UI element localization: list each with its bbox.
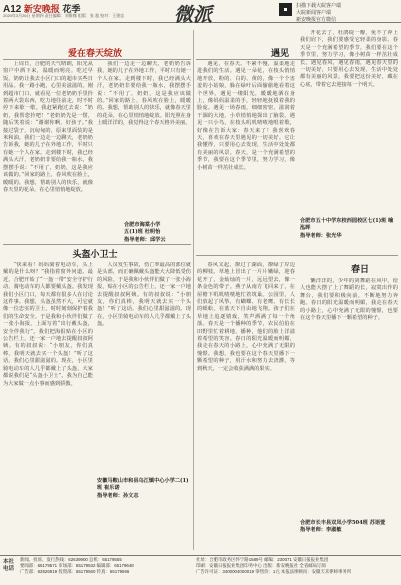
article-text: “快来看！妈妈骑着电动车，头上戴的是什么呀？”我指着窗外问道。最近，合肥开始了“一盔一带”安全守护行动，骑电动车的人都要戴头盔。我发现我们小区门口，每天都有很多人在讨论这件事。我想，头盔虽然不大，可它就像一位忠实的卫士，时时刻刻保护着我们的生命安全。于是我和小伙伴们做了一张小海报，上面写着“出行戴头盔，安全伴我行”。我们把海报贴在小区的公告栏上，还一家一户地去提醒叔叔阿姨。有的叔叔说：“小朋友，你们真棒，我明天就去买一个头盔！”听了这话，我们心里甜滋滋的。现在，小区里骑电动车的人几乎都戴上了头盔，大家都说我们是“头盔小卫士”。我为自己能为大家做一点小事而感到骄傲。: [3, 262, 93, 387]
article-text-continued: 人员发生事故，伤亡率最高的部位就是头部，而正确佩戴头盔能大大降低受伤的风险。于是我和小伙伴们做了一张小海报，贴在小区的公告栏上，还一家一户地去提醒叔叔阿姨。有的叔叔说：“小朋友，你们真棒，我明天就去买一个头盔！”听了这话，我们心里甜滋滋的。现在，小区里骑电动车的人几乎都戴上了头盔。: [97, 262, 191, 328]
date-line: 2020年3月26日 星期四 责任编辑：刘维娜 组版：张 超 校对：王建忠: [3, 13, 125, 18]
article-body: [3, 61, 93, 237]
article-body: [197, 61, 295, 251]
school-name: 合肥市海棠小学: [124, 222, 161, 228]
article-title: 爱在春天绽放: [67, 49, 122, 59]
contact-line: 广告部：62626919 投资部：65179560 传真：65179566: [20, 569, 130, 574]
qr-caption: [296, 2, 341, 23]
qr-code-icon[interactable]: [279, 3, 292, 16]
publisher-line: 社址：合肥市政务区怀宁路1589号 邮编：230071 安徽日报报业集团: [196, 557, 329, 562]
qr-hint: 扫描下载大皖客户端: [296, 3, 342, 9]
divider: [196, 255, 398, 256]
student-class: 五(1)班 杜明怡: [124, 229, 161, 236]
teacher-name: 指导老师：张光华: [300, 232, 342, 239]
article-text: 上周日，合肥的天气晴朗，阳光从窗户中洒下来，温暖而明亮。吃过早饭，奶奶让我去小区门口的超市买些日用品。我一路小跑，心里美滋滋的。刚到超市门口，就看见一位老奶奶手里拎着两大袋东西，吃力地往前走，时不时停下来歇一歇。我赶紧跑过去说：“奶奶，我帮您拎吧！”老奶奶先是一愣，随后笑着说：“谢谢你啊，好孩子。”我接过袋子，沉甸甸的，原来里面装的是米和油。我们一边走一边聊天，老奶奶告诉我，她的儿子在外地工作，平时只有她一个人在家。走到楼下时，我已经满头大汗，老奶奶非要给我一瓶水，我摆摆手说：“不用了，奶奶，这是我应该做的。”回家的路上，春风吹在脸上，暖暖的。我想，帮助别人的快乐，就像春天里的花朵，在心里悄悄地绽放。: [3, 61, 93, 193]
teacher-name: 指导老师：邱学云: [124, 236, 166, 243]
article-body: [197, 262, 295, 552]
section-name: 花季: [62, 4, 81, 14]
teacher-name: 合肥市长丰县双凤小学504班 苏语萱: [300, 520, 386, 526]
column-divider: [193, 30, 194, 550]
section-brand: 微派: [174, 4, 213, 26]
article-body-continued: [300, 278, 398, 518]
article-text: 春风又起，撩过了湖面，撩绿了岸边的柳枝。草地上冒出了一片片嫩绿，迎春花开了，金灿灿的一片，远远望去，像一条金色的带子。燕子从南方飞回来了，在屋檐下叽叽喳喳地忙着筑巢。公园里，人们放起了风筝，有蝴蝶、有老鹰、有长长的蜈蚣，在蓝天下自由地飞翔。孩子们在草地上追逐嬉戏，笑声洒满了每一个角落。春天是一个播种的季节，农民伯伯在田野里忙着耕地、播种，他们的脸上洋溢着希望的笑容。春日的阳光温暖而明媚，我走在春天的小路上，心中充满了无限的憧憬。我想，我也要在这个春天里播下一颗希望的种子，用汗水和努力去浇灌，等到秋天，一定会收获满满的果实。: [197, 262, 295, 372]
school-name: 安徽马鞍山市和县乌江镇中心小学二(1)班 崔乐诺: [97, 478, 189, 492]
byline: [300, 520, 398, 535]
article-text-continued: 懒洋洋的，少年的剑舞蹈在风中，给人也能大摆了上了舞蹈的长，寂寞出作的舞台，我们要积极向前，不断地努力奔跑。春日的阳光温暖而明媚，我走在春天的小路上，心中充满了无限的憧憬，也要在这个春天里播下一颗希望的种子。: [300, 278, 398, 322]
page-number: A12: [3, 4, 22, 15]
article-text-continued: 开花去了，杜鹃绽一瓣，免不了奔上我们肩下，我们要感受它轻柔的身影。春天是一个充满希望的季节，我们要在这个季节里，努力学习，像小树苗一样茁壮成长。遇见春风，遇见春雨，遇见春天里的一切美好，只要用心去发现，生活中处处都有美丽的风景。我要把这份美好，藏在心底，带着它去迎接每一个明天。: [300, 30, 398, 88]
student-class: 指导老师：李淑敏: [300, 527, 342, 534]
article-title: 春日: [350, 265, 369, 275]
school-name: 合肥市五十中学东校西园校区七(1)班 喻泓晖: [300, 218, 394, 232]
article-body: [3, 262, 93, 552]
contact-line: 新闻、投诉、发行热线：62639900 总机：65179555: [20, 557, 122, 562]
publisher-line: 印刷：安徽日报报业集团印务中心 出版：新安晚报社 全省邮局订阅: [196, 563, 326, 568]
teacher-name: 指导老师：孙文志: [97, 492, 139, 499]
article-title: 头盔小卫士: [72, 250, 118, 260]
article-title: 遇见: [270, 49, 289, 59]
contact-info: [20, 557, 192, 575]
publisher-line: 广告许可证：3400004000019 零售价：1元 本报法律顾问：安徽天禾律师事务所: [196, 569, 352, 574]
byline: [300, 218, 398, 240]
footer-tag: 本社电话: [3, 559, 15, 572]
qr-line-1: 大皖新闻客户端: [296, 10, 332, 16]
byline: [97, 478, 191, 500]
page-footer: [0, 555, 401, 585]
divider: [3, 59, 191, 60]
divider: [3, 244, 191, 245]
byline: [124, 222, 166, 244]
contact-line: 要闻部：65179571 市场部：65179532 编辑部：65179648: [20, 563, 134, 568]
publisher-info: [196, 557, 398, 575]
article-body-continued: [97, 61, 191, 219]
page-header: [0, 0, 401, 26]
article-text: 遇见，在春天。不紧不慢，温柔地走进我们的生活。遇见一朵花，在枝头悄悄地开放，粉的、白的、黄的，像一个个害羞的小姑娘，躲在绿叶后面偷偷地看着这个世界。遇见一缕阳光，暖暖地洒在身上，像妈妈温柔的手，轻轻地抚摸着我的脸庞。遇见一场春雨，细细密密，滋润着干涸的大地，小草悄悄地探出了脑袋。遇见一只小鸟，在枝头叽叽喳喳地唱着歌，好像在告诉大家：春天来了！我喜欢春天，喜欢在春天里遇见的一切美好。它让我懂得，只要用心去发现，生活中处处都有美丽的风景。春天，是一个充满希望的季节，我要在这个季节里，努力学习，像小树苗一样茁壮成长。: [197, 61, 295, 171]
publication-name: 新安晚报: [23, 4, 60, 14]
article-text-continued: 我们一边走一边聊天，老奶奶告诉我，她的儿子在外地工作，平时只有她一个人在家。走到楼下时，我已经满头大汗，老奶奶非要给我一瓶水，我摆摆手说：“不用了，奶奶，这是我应该做的。”回家的路上，春风吹在脸上，暖暖的。我想，帮助别人的快乐，就像春天里的花朵，在心里悄悄地绽放。阳光照在身上暖洋洋的，我觉得这个春天格外美丽。: [97, 61, 191, 127]
qr-line-2: 新安晚报官方微信: [296, 17, 337, 23]
article-body-continued: [97, 262, 191, 462]
article-body-continued: [300, 30, 398, 215]
